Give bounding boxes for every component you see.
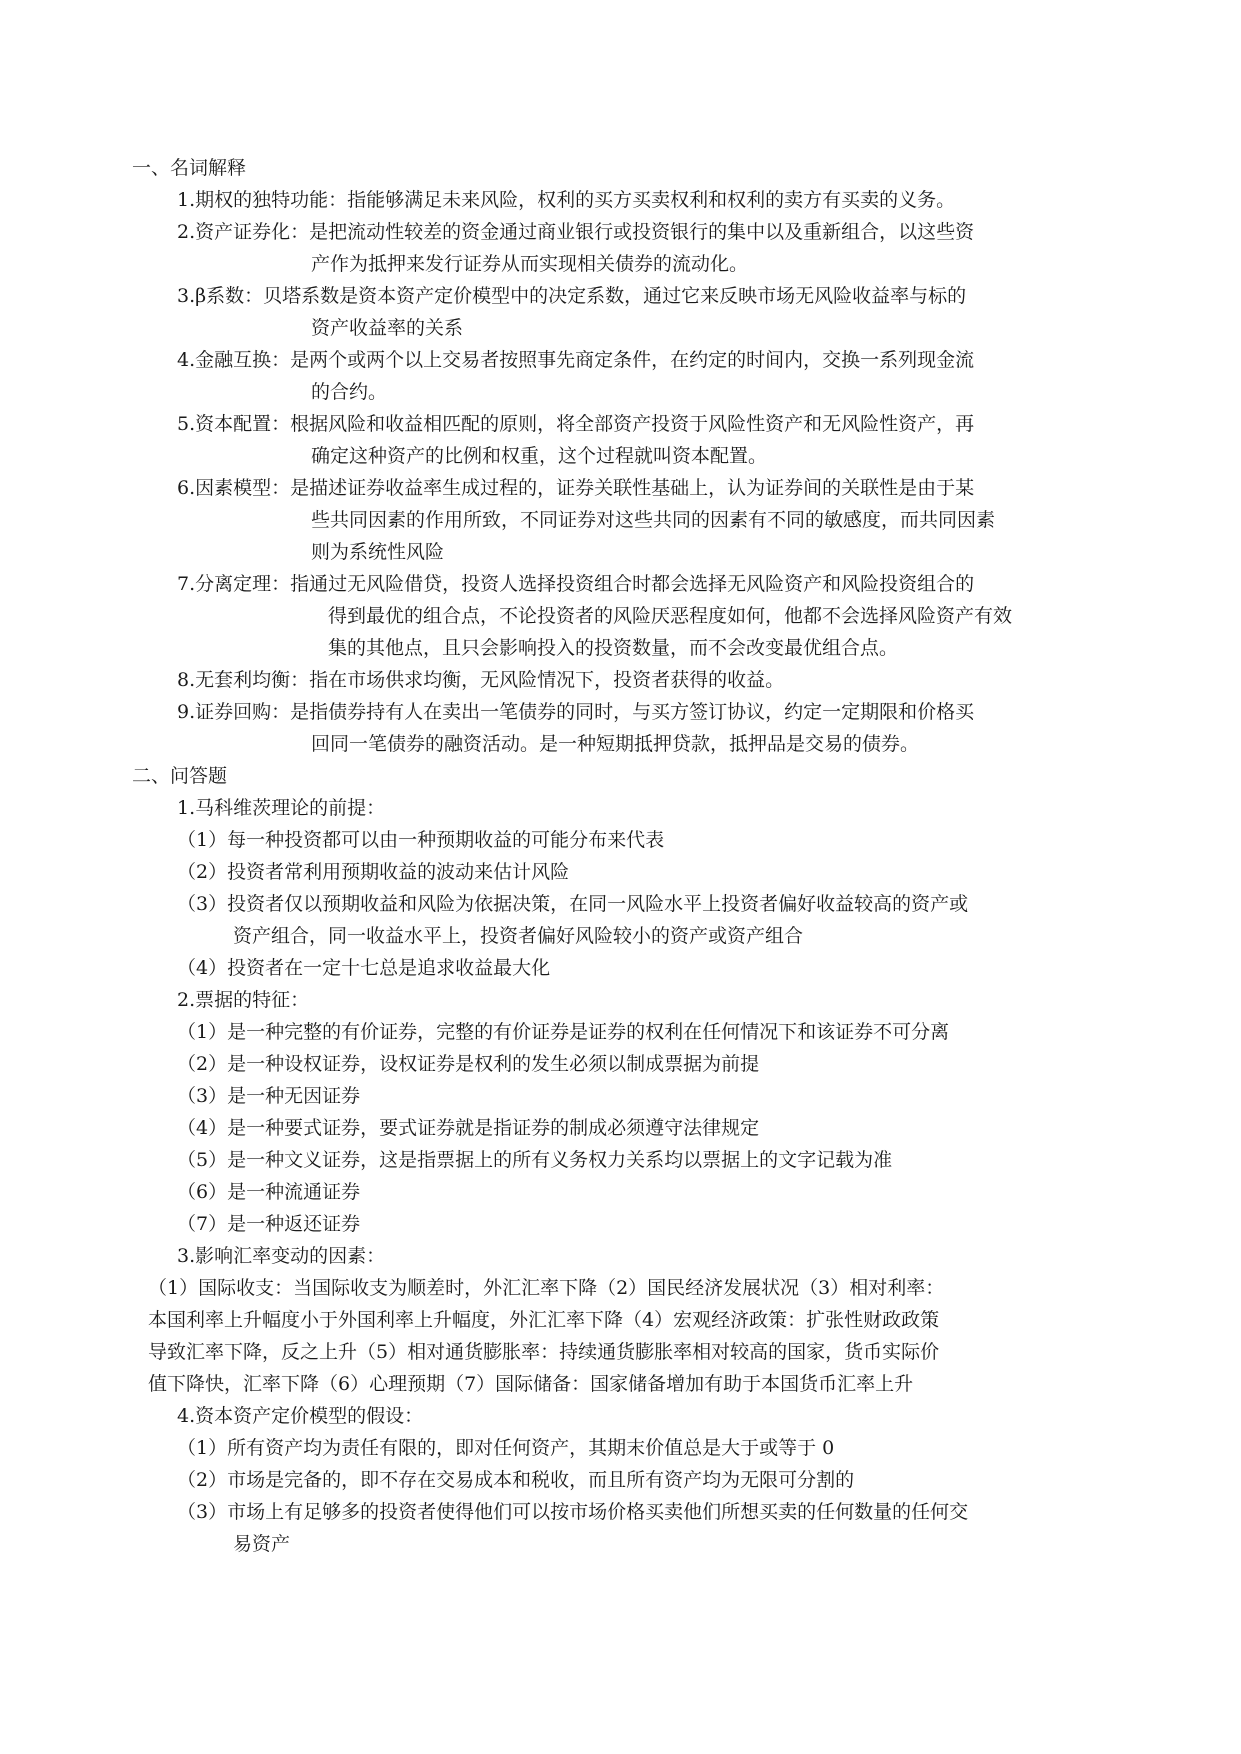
def-7-line-2: 得到最优的组合点，不论投资者的风险厌恶程度如何，他都不会选择风险资产有效 bbox=[328, 605, 1013, 627]
q1-title: 1.马科维茨理论的前提： bbox=[177, 797, 386, 819]
def-9-line-1: 9.证券回购：是指债券持有人在卖出一笔债券的同时，与买方签订协议，约定一定期限和价格买 bbox=[177, 701, 975, 723]
q3-para-line-2: 本国利率上升幅度小于外国利率上升幅度，外汇汇率下降（4）宏观经济政策：扩张性财政政策 bbox=[148, 1309, 940, 1331]
q2-item-7: （7）是一种返还证券 bbox=[177, 1213, 361, 1235]
q3-para-line-4: 值下降快，汇率下降（6）心理预期（7）国际储备：国家储备增加有助于本国货币汇率上升 bbox=[148, 1373, 914, 1395]
def-6-line-3: 则为系统性风险 bbox=[311, 541, 445, 563]
q3-title: 3.影响汇率变动的因素： bbox=[177, 1245, 386, 1267]
def-3-line-1: 3.β系数：贝塔系数是资本资产定价模型中的决定系数，通过它来反映市场无风险收益率与标的 bbox=[177, 285, 967, 307]
q1-item-4: （4）投资者在一定十七总是追求收益最大化 bbox=[177, 957, 551, 979]
q4-item-3-line-2: 易资产 bbox=[233, 1533, 291, 1555]
def-2-line-1: 2.资产证券化：是把流动性较差的资金通过商业银行或投资银行的集中以及重新组合，以这些资 bbox=[177, 221, 975, 243]
q2-item-1: （1）是一种完整的有价证券，完整的有价证券是证券的权利在任何情况下和该证券不可分离 bbox=[177, 1021, 950, 1043]
section-title-definitions: 一、名词解释 bbox=[132, 157, 247, 179]
def-2-line-2: 产作为抵押来发行证券从而实现相关债券的流动化。 bbox=[311, 253, 749, 275]
def-5-line-2: 确定这种资产的比例和权重，这个过程就叫资本配置。 bbox=[311, 445, 768, 467]
q2-item-5: （5）是一种文义证券，这是指票据上的所有义务权力关系均以票据上的文字记载为准 bbox=[177, 1149, 893, 1171]
q3-para-line-3: 导致汇率下降，反之上升（5）相对通货膨胀率：持续通货膨胀率相对较高的国家，货币实际价 bbox=[148, 1341, 940, 1363]
q2-item-6: （6）是一种流通证券 bbox=[177, 1181, 361, 1203]
q3-para-line-1: （1）国际收支：当国际收支为顺差时，外汇汇率下降（2）国民经济发展状况（3）相对利率： bbox=[148, 1277, 945, 1299]
q1-item-3-line-1: （3）投资者仅以预期收益和风险为依据决策，在同一风险水平上投资者偏好收益较高的资产或 bbox=[177, 893, 969, 915]
q1-item-2: （2）投资者常利用预期收益的波动来估计风险 bbox=[177, 861, 570, 883]
q1-item-1: （1）每一种投资都可以由一种预期收益的可能分布来代表 bbox=[177, 829, 665, 851]
def-9-line-2: 回同一笔债券的融资活动。是一种短期抵押贷款，抵押品是交易的债券。 bbox=[311, 733, 920, 755]
q4-title: 4.资本资产定价模型的假设： bbox=[177, 1405, 424, 1427]
def-8-line-1: 8.无套利均衡：指在市场供求均衡，无风险情况下，投资者获得的收益。 bbox=[177, 669, 785, 691]
def-4-line-2: 的合约。 bbox=[311, 381, 388, 403]
q4-item-2: （2）市场是完备的，即不存在交易成本和税收，而且所有资产均为无限可分割的 bbox=[177, 1469, 855, 1491]
q4-item-1: （1）所有资产均为责任有限的，即对任何资产，其期末价值总是大于或等于 0 bbox=[177, 1437, 835, 1459]
def-5-line-1: 5.资本配置：根据风险和收益相匹配的原则，将全部资产投资于风险性资产和无风险性资产，再 bbox=[177, 413, 975, 435]
q2-item-4: （4）是一种要式证券，要式证券就是指证券的制成必须遵守法律规定 bbox=[177, 1117, 760, 1139]
def-7-line-3: 集的其他点，且只会影响投入的投资数量，而不会改变最优组合点。 bbox=[328, 637, 899, 659]
def-6-line-1: 6.因素模型：是描述证券收益率生成过程的，证券关联性基础上，认为证券间的关联性是由于某 bbox=[177, 477, 975, 499]
q2-item-3: （3）是一种无因证券 bbox=[177, 1085, 361, 1107]
def-6-line-2: 些共同因素的作用所致，不同证券对这些共同的因素有不同的敏感度，而共同因素 bbox=[311, 509, 996, 531]
def-4-line-1: 4.金融互换：是两个或两个以上交易者按照事先商定条件，在约定的时间内，交换一系列现金流 bbox=[177, 349, 975, 371]
q2-title: 2.票据的特征： bbox=[177, 989, 310, 1011]
def-7-line-1: 7.分离定理：指通过无风险借贷，投资人选择投资组合时都会选择无风险资产和风险投资组合的 bbox=[177, 573, 975, 595]
def-1-line-1: 1.期权的独特功能：指能够满足未来风险，权利的买方买卖权利和权利的卖方有买卖的义务。 bbox=[177, 189, 956, 211]
def-3-line-2: 资产收益率的关系 bbox=[311, 317, 464, 339]
section-title-qa: 二、问答题 bbox=[132, 765, 228, 787]
q4-item-3-line-1: （3）市场上有足够多的投资者使得他们可以按市场价格买卖他们所想买卖的任何数量的任何交 bbox=[177, 1501, 969, 1523]
q1-item-3-line-2: 资产组合，同一收益水平上，投资者偏好风险较小的资产或资产组合 bbox=[233, 925, 804, 947]
q2-item-2: （2）是一种设权证券，设权证券是权利的发生必须以制成票据为前提 bbox=[177, 1053, 760, 1075]
